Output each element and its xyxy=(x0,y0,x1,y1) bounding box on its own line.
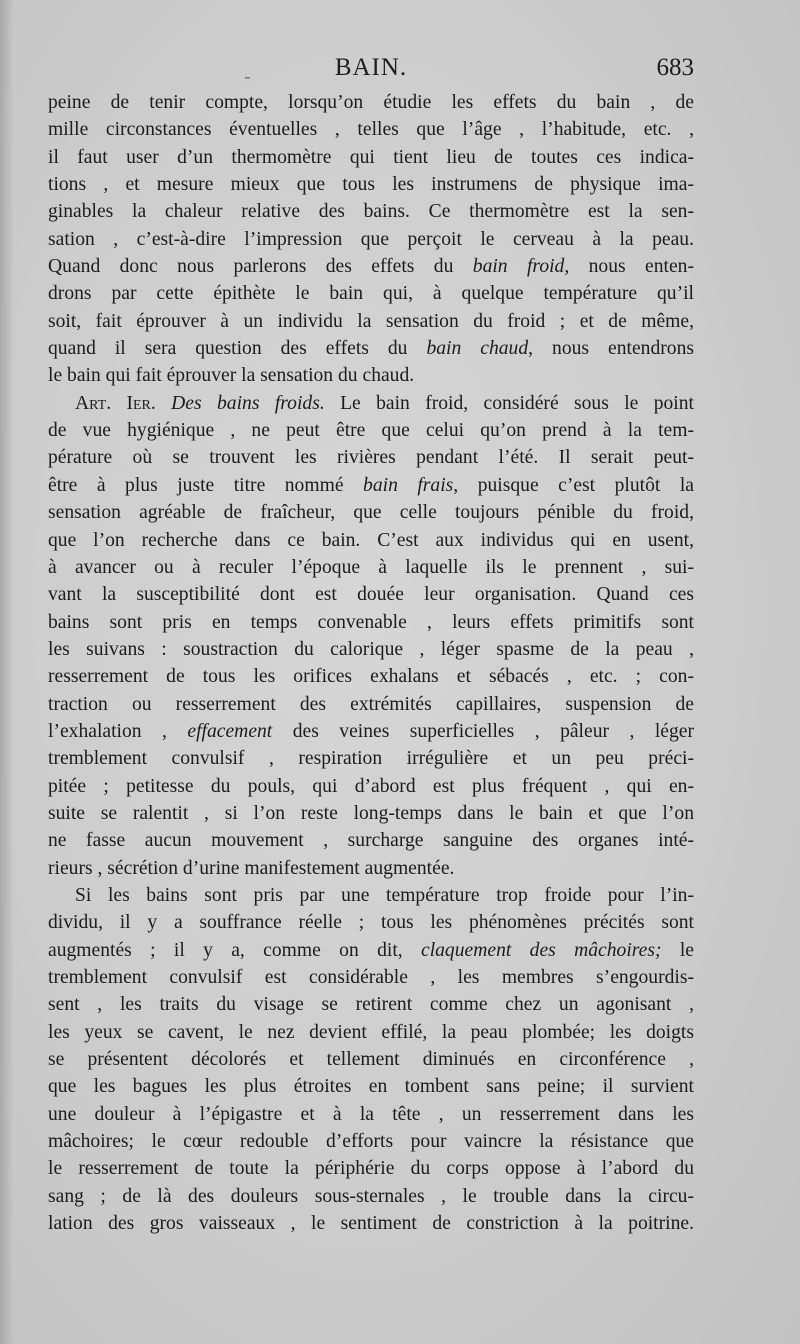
text-line xyxy=(48,718,694,745)
text-run: une douleur à l’épigastre et à la tête , un resserrement dans les xyxy=(48,1103,694,1125)
running-header xyxy=(48,54,694,88)
text-line xyxy=(48,773,694,800)
text-run: de vue hygiénique , ne peut être que celui qu’on prend à la tem- xyxy=(48,420,694,442)
text-run: traction ou resserrement des extrémités capillaires, suspension de xyxy=(48,693,694,715)
text-line xyxy=(48,964,694,991)
text-run: sensation agréable de fraîcheur, que celle toujours pénible du froid, xyxy=(48,502,694,524)
text-run: sang ; de là des douleurs sous-sternales , le trouble dans la circu- xyxy=(48,1185,694,1207)
text-run: rieurs , sécrétion d’urine manifestement augmentée. xyxy=(48,857,455,879)
text-run: ginables la chaleur relative des bains. Ce thermomètre est la sen- xyxy=(48,201,694,223)
text-line xyxy=(48,909,694,936)
text-line xyxy=(48,827,694,854)
text-line xyxy=(48,417,694,444)
text-line xyxy=(48,855,694,882)
text-line xyxy=(48,882,694,909)
text-line xyxy=(48,937,694,964)
text-run: les suivans : soustraction du calorique , léger spasme de la peau , xyxy=(48,638,694,660)
text-line xyxy=(48,144,694,171)
text-run: , nous entendrons xyxy=(528,338,695,360)
text-line xyxy=(48,472,694,499)
page-number: 683 xyxy=(656,54,694,81)
text-run: drons par cette épithète le bain qui, à quelque température qu’il xyxy=(48,283,694,305)
text-line xyxy=(48,691,694,718)
text-run: que l’on recherche dans ce bain. C’est aux individus qui en usent, xyxy=(48,529,694,551)
text-run: dividu, il y a souffrance réelle ; tous les phénomènes précités sont xyxy=(48,912,694,934)
text-line xyxy=(48,663,694,690)
text-run: , nous enten- xyxy=(564,256,694,278)
header-dash: - xyxy=(244,64,251,88)
text-run: , puisque c’est plutôt la xyxy=(453,474,694,496)
text-run: Si les bains sont pris par une température trop froide pour l’in- xyxy=(75,884,694,906)
text-line xyxy=(48,1155,694,1182)
text-line xyxy=(48,116,694,143)
text-run: tremblement convulsif est considérable , les membres s’engourdis- xyxy=(48,967,694,988)
italic-phrase: bain froid xyxy=(472,256,565,278)
text-line xyxy=(48,198,694,225)
text-run: bains sont pris en temps convenable , leurs effets primitifs sont xyxy=(48,611,694,633)
text-run xyxy=(156,393,171,414)
text-run: sent , les traits du visage se retirent comme chez un agonisant , xyxy=(48,994,694,1016)
text-run: mâchoires; le cœur redouble d’efforts pour vaincre la résistance que xyxy=(48,1131,694,1153)
text-run: le xyxy=(661,939,695,961)
text-line xyxy=(48,1019,694,1046)
italic-phrase: claquement des mâchoires; xyxy=(421,939,662,961)
text-run: le resserrement de toute la périphérie du corps oppose à l’abord du xyxy=(48,1158,694,1180)
text-run: augmentés ; il y a, comme on dit, xyxy=(48,939,421,961)
text-line xyxy=(48,1073,694,1100)
text-line xyxy=(48,1128,694,1155)
text-run: soit, fait éprouver à un individu la sensation du froid ; et de même, xyxy=(48,310,694,332)
text-line xyxy=(48,1183,694,1210)
text-run: lation des gros vaisseaux , le sentiment de constriction à la poitrine. xyxy=(48,1213,694,1235)
text-run: suite se ralentit , si l’on reste long-temps dans le bain et que l’on xyxy=(48,802,694,824)
text-line xyxy=(48,226,694,253)
text-line xyxy=(48,1210,694,1237)
text-run: être à plus juste titre nommé xyxy=(48,474,364,496)
text-run: des veines superficielles , pâleur , léger xyxy=(272,720,694,742)
text-run: les yeux se cavent, le nez devient effilé, la peau plombée; les doigts xyxy=(48,1021,694,1043)
text-line xyxy=(48,636,694,663)
italic-phrase: Des bains froids. xyxy=(171,392,325,414)
text-line xyxy=(48,499,694,526)
text-line xyxy=(48,1101,694,1128)
text-line xyxy=(48,362,694,389)
text-line xyxy=(48,280,694,307)
text-run: quand il sera question des effets du xyxy=(48,338,427,360)
text-run: l’exhalation , xyxy=(48,720,188,742)
text-run: resserrement de tous les orifices exhalans et sébacés , etc. ; con- xyxy=(48,666,694,688)
text-run: le bain qui fait éprouver la sensation du chaud. xyxy=(48,365,415,387)
text-run: tremblement convulsif , respiration irrégulière et un peu préci- xyxy=(48,748,694,770)
text-line xyxy=(48,745,694,772)
italic-phrase: bain chaud xyxy=(426,338,529,360)
text-run: se présentent décolorés et tellement diminués en circonférence , xyxy=(48,1049,694,1071)
text-run: Quand donc nous parlerons des effets du xyxy=(48,256,473,278)
text-line xyxy=(48,390,694,417)
text-run: sation , c’est-à-dire l’impression que perçoit le cerveau à la peau. xyxy=(48,228,694,250)
running-title: BAIN. xyxy=(334,54,408,81)
text-run: que les bagues les plus étroites en tombent sans peine; il survient xyxy=(48,1076,694,1098)
text-line xyxy=(48,991,694,1018)
text-line xyxy=(48,527,694,554)
text-run: mille circonstances éventuelles , telles que l’âge , l’habitude, etc. , xyxy=(48,119,694,141)
text-run: peine de tenir compte, lorsqu’on étudie les effets du bain , de xyxy=(48,92,694,113)
text-line xyxy=(48,89,694,116)
text-run: il faut user d’un thermomètre qui tient lieu de toutes ces indica- xyxy=(48,146,694,168)
text-line xyxy=(48,800,694,827)
text-run: vant la susceptibilité dont est douée leur organisation. Quand ces xyxy=(48,584,694,606)
text-line xyxy=(48,609,694,636)
text-line xyxy=(48,554,694,581)
text-run: Le bain froid, considéré sous le point xyxy=(324,392,694,414)
text-run: à avancer ou à reculer l’époque à laquelle ils le prennent , sui- xyxy=(48,556,694,578)
text-line xyxy=(48,253,694,280)
italic-phrase: effacement xyxy=(187,720,273,742)
article-heading: Art. Ier. xyxy=(75,392,156,414)
body-text xyxy=(48,89,694,1237)
text-line xyxy=(48,308,694,335)
text-run: ne fasse aucun mouvement , surcharge sanguine des organes inté- xyxy=(48,830,694,852)
text-run: pitée ; petitesse du pouls, qui d’abord est plus fréquent , qui en- xyxy=(48,775,694,797)
text-line xyxy=(48,171,694,198)
text-line xyxy=(48,444,694,471)
italic-phrase: bain frais xyxy=(363,474,454,496)
text-line xyxy=(48,1046,694,1073)
text-run: pérature où se trouvent les rivières pendant l’été. Il serait peut- xyxy=(48,447,694,469)
page-edge-shadow xyxy=(0,0,14,1344)
text-line xyxy=(48,581,694,608)
text-line xyxy=(48,335,694,362)
text-run: tions , et mesure mieux que tous les instrumens de physique ima- xyxy=(48,174,694,196)
